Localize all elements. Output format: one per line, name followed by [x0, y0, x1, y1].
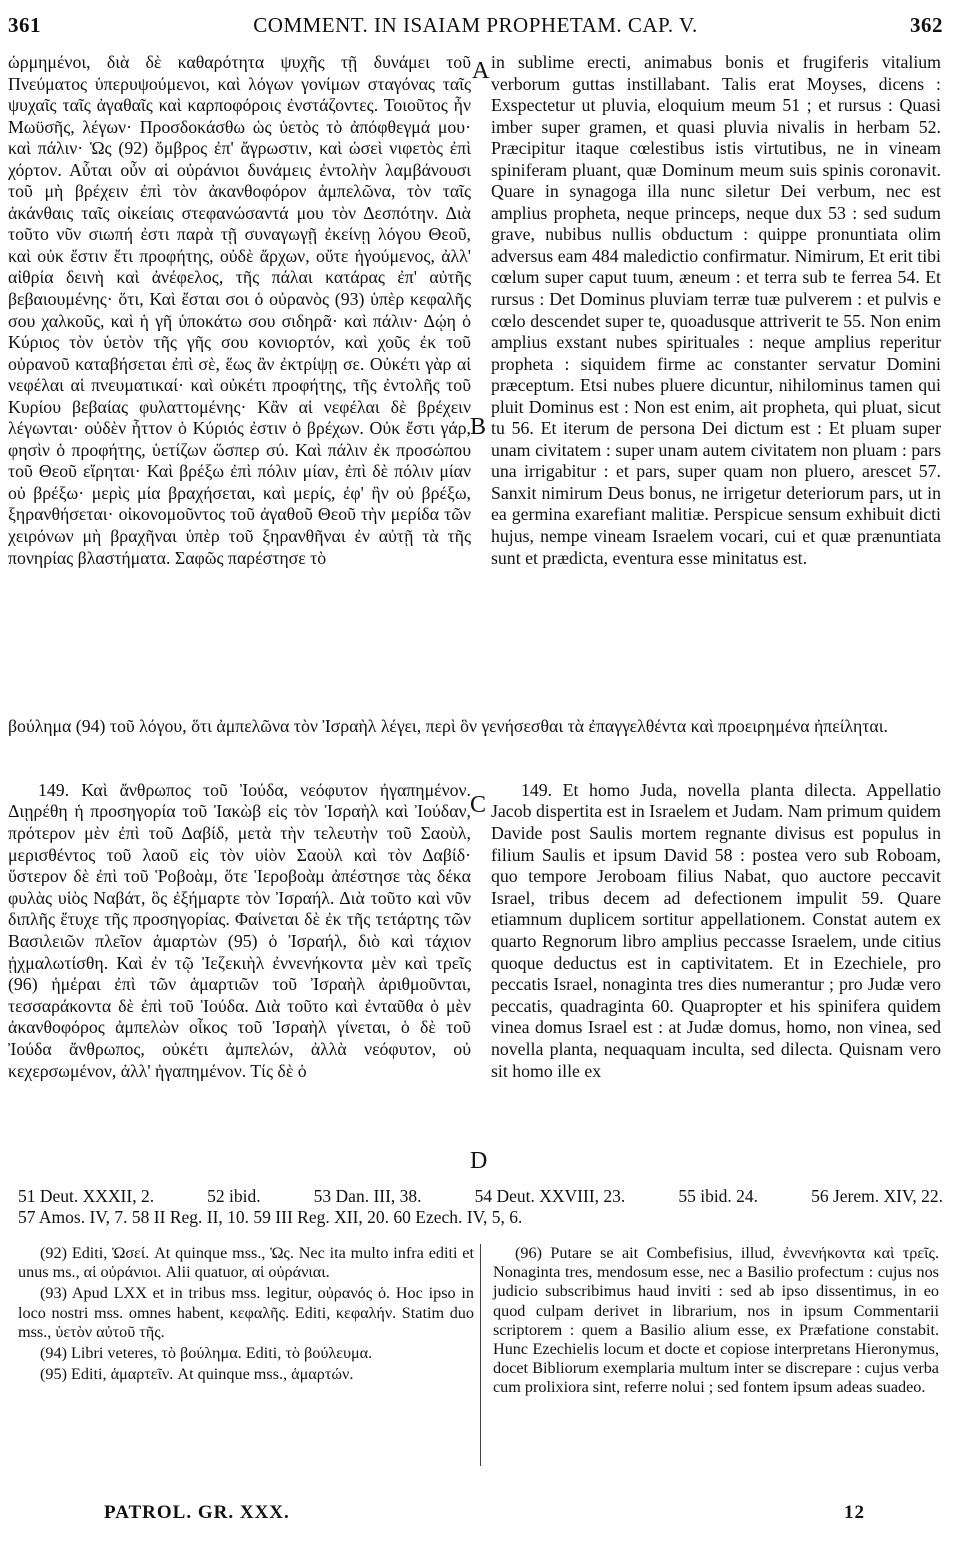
references-row-2: 57 Amos. IV, 7. 58 II Reg. II, 10. 59 III Reg. XII, 20. 60 Ezech. IV, 5, 6. — [18, 1207, 523, 1227]
greek-column-lower — [8, 762, 471, 1100]
gathering-number: 12 — [844, 1502, 865, 1523]
greek-text-section-149: 149. Καὶ ἄνθρωπος τοῦ Ἰούδα, νεόφυτον ἠγαπημένον. Διῃρέθη ἡ προσηγορία τοῦ Ἰακὼβ εἰς τὸν Ἰσραὴλ καὶ Ἰούδαν, πρότερον μὲν ἐπὶ τοῦ Δαβίδ, μετὰ τὴν τελευτὴν τοῦ Σαοὺλ, μερισθέντος τοῦ λαοῦ εἰς τὸν υἱὸν Σαοὺλ καὶ τὸν Δαβίδ· ὕστερον δὲ ἐπὶ τοῦ Ῥοβοὰμ, ὅτε Ἱεροβοὰμ ἀπέστησε τὰς δέκα φυλὰς υἱὸς Ναβάτ, ὃς ἐξήμαρτε τὸν Ἰσραήλ. Διὰ τοῦτο καὶ νῦν διπλῆς ἔτυχε τῆς προσηγορίας. Φαίνεται δὲ ἐκ τῆς τετάρτης τῶν Βασιλειῶν πλεῖον ἁμαρτὼν (95) ὁ Ἰσραήλ, διὸ καὶ τάχιον ᾐχμαλωτίσθη. Καὶ ἐν τῷ Ἰεζεκιὴλ ἐννενήκοντα μὲν καὶ τρεῖς (96) ἡμέραι ἐπὶ τῶν ἁμαρτιῶν τοῦ Ἰσραὴλ ἀριθμοῦνται, τεσσαράκοντα δὲ ἐπὶ τοῦ Ἰούδα. Διὰ τοῦτο καὶ ἐνταῦθα ὁ μὲν ἀκανθοφόρος ἀμπελὼν οἶκος τοῦ Ἰσραὴλ γίνεται, ὁ δὲ τοῦ Ἰούδα ἄνθρωπος, οὐκέτι ἀμπελών, ἀλλὰ νεόφυτον, οὐ κεχερσωμένον, ἀλλ' ἠγαπημένον. Τίς δὲ ὁ — [8, 779, 471, 1081]
footnotes-left — [18, 1244, 474, 1386]
reference-51: 51 Deut. XXXII, 2. — [18, 1186, 155, 1206]
greek-text-upper: ὡρμημένοι, διὰ δὲ καθαρότητα ψυχῆς τῇ δυνάμει τοῦ Πνεύματος ὑπερυψούμενοι, καὶ λόγων γονίμων σταγόνας ταῖς ψυχαῖς ταῖς ἀγαθαῖς καὶ καρποφόροις ἐνστάζοντες. Τοιοῦτος ἦν Μωϋσῆς, λέγων· Προσδοκάσθω ὡς ὑετὸς τὸ ἀπόφθεγμά μου· καὶ πάλιν· Ὡς (92) ὄμβρος ἐπ' ἄγρωστιν, καὶ ὡσεὶ νιφετὸς ἐπὶ χόρτον. Αὗται οὖν αἱ οὐράνιοι δυνάμεις ἐντολὴν λαμβάνουσι τοῦ μὴ βρέχειν ἐπὶ τὸν ἀκανθοφόρον ἀμπελῶνα, τὸν ταῖς ἀκάνθαις ταῖς οἰκείαις στεφανώσαντά μου τὸν Δεσπότην. Διὰ τοῦτο νῦν σιωπή ἐστι παρὰ τῇ συναγωγῇ ἐκείνῃ λόγου Θεοῦ, καὶ οὐκ ἔστιν ἔτι προφήτης, οὐδὲ ἄρχων, οὔτε ἡγούμενος, ἀλλ' αἰθρία δεινὴ καὶ ἀνέφελος, τῆς πάλαι κατάρας ἐπ' αὐτῆς βεβαιουμένης· ὅτι, Καὶ ἔσται σοι ὁ οὐρανὸς (93) ὑπὲρ κεφαλῆς σου χαλκοῦς, καὶ ἡ γῆ ὑποκάτω σου σιδηρᾶ· καὶ πάλιν· Δῴη ὁ Κύριος τὸν ὑετὸν τῆς γῆς σου κονιορτόν, καὶ χοῦς ἐκ τοῦ οὐρανοῦ καταβήσεται ἐπὶ σὲ, ἕως ἂν ἐκτρίψῃ σε. Οὐκέτι γὰρ αἱ νεφέλαι αἱ πνευματικαί· καὶ οὐκέτι προφήτης, τῆς ἐντολῆς τοῦ Κυρίου βεβαίας φυλαττομένης· Κἂν αἱ νεφέλαι δὲ βρέχειν λέγωνται· οὐδὲν ἧττον ὁ Κύριός ἐστιν ὁ βρέχων. Οὐκ ἔστι γάρ, φησὶν ὁ προφήτης, ὑετίζων ὥσπερ σύ. Καὶ πάλιν ἐκ προσώπου τοῦ Θεοῦ εἴρηται· Καὶ βρέξω ἐπὶ πόλιν μίαν, ἐπὶ δὲ πόλιν μίαν οὐ βρέξω· μερὶς μία βραχήσεται, καὶ μερίς, ἐφ' ἣν οὐ βρέξω, ξηρανθήσεται· οἰκονομοῦντος τοῦ ἀγαθοῦ Θεοῦ τὴν μερίδα τῶν χειρόνων μὴ βραχῆναι ὑπὲρ τοῦ ξηρανθῆναι ἐν αὐτῇ τὰ τῆς πονηρίας βλαστήματα. Σαφῶς παρέστησε τὸ — [8, 52, 471, 568]
footnote-92: (92) Editi, Ὡσεί. At quinque mss., Ὡς. Nec ita multo infra editi et unus ms., αἱ οὐράνιοι. Alii quatuor, αἱ οὐράνιαι. — [18, 1244, 474, 1282]
greek-column-upper — [8, 52, 471, 569]
running-header — [8, 10, 943, 40]
reference-55: 55 ibid. 24. — [678, 1186, 759, 1206]
running-title: COMMENT. IN ISAIAM PROPHETAM. CAP. V. — [253, 12, 698, 37]
footnote-95: (95) Editi, ἁμαρτεῖν. At quinque mss., ἁμαρτών. — [40, 1365, 354, 1384]
greek-text-full-width: βούλημα (94) τοῦ λόγου, ὅτι ἀμπελῶνα τὸν Ἰσραὴλ λέγει, περὶ ὃν γενήσεσθαι τὰ ἐπαγγελθέντα καὶ προειρημένα ἠπείληται. — [8, 716, 888, 736]
margin-marker-a: A — [472, 58, 490, 84]
latin-column-lower — [491, 762, 941, 1100]
page-footer — [104, 1500, 865, 1526]
reference-52: 52 ibid. — [207, 1186, 261, 1206]
references-row-1 — [18, 1186, 943, 1207]
footnote-divider — [480, 1244, 481, 1466]
volume-signature: PATROL. GR. XXX. — [104, 1502, 290, 1523]
latin-column-upper — [491, 52, 941, 569]
reference-56: 56 Jerem. XIV, 22. — [811, 1186, 943, 1206]
footnote-93: (93) Apud LXX et in tribus mss. legitur, οὐρανός ὁ. Hoc ipso in loco nostri mss. omnes habent, κεφαλῆς. Editi, κεφαλήν. Statim duo mss., ὑετὸν αὐτοῦ τῆς. — [18, 1284, 474, 1341]
margin-marker-c: C — [470, 792, 487, 818]
latin-text-upper: in sublime erecti, animabus bonis et frugiferis vitalium verborum guttas instillabant. Talis erat Moyses, dicens : Exspectetur ut pluvia, eloquium meum 51 ; et rursus : Quasi imber super gramen, et quasi pluvia nivalis in herbam 52. Præcipitur itaque cœlestibus istis virtutibus, ne in vineam spiniferam pluant, quæ Dominum meum suis spinis coronavit. Quare in synagoga illa nunc siletur Dei verbum, nec est amplius propheta, neque princeps, neque dux 53 : sed sudum grave, nubibus nullis obductum : quippe pronuntiata olim adversus eam 484 maledictio confirmatur. Nimirum, Et erit tibi cœlum super caput tuum, æneum : et terra sub te ferrea 54. Et rursus : Det Dominus pluviam terræ tuæ pulverem : et pulvis e cœlo descendet super te, quoadusque attriverit te 55. Non enim amplius exstant nubes spirituales : neque amplius reperitur propheta : siquidem firme ac constanter servatur Domini præceptum. Etsi nubes pluere dicuntur, nihilominus tamen qui pluit Dominus est : Non est enim, ait propheta, qui pluat, sicut tu 56. Et iterum de persona Dei dictum est : Et pluam super unam civitatem : super unam autem civitatem non pluam : pars una irrigabitur : et pars, super quam non pluero, arescet 57. Sanxit nimirum Deus bonus, ne irrigetur deteriorum pars, ut in ea germina exarefiant malitiæ. Perspicue sensum exhibuit dicti hujus, nempe vineam Israelem vocari, cui et quæ prænuntiata sunt et prædicta, eventura esse minitatus est. — [491, 52, 941, 568]
reference-54: 54 Deut. XXVIII, 23. — [474, 1186, 626, 1206]
margin-marker-b: B — [470, 414, 487, 440]
footnotes-right — [493, 1244, 939, 1400]
footnote-94: (94) Libri veteres, τὸ βούλημα. Editi, τὸ βούλευμα. — [40, 1344, 373, 1363]
page-number-left: 361 — [8, 12, 41, 37]
footnote-96: (96) Putare se ait Combefisius, illud, ἐννενήκοντα καὶ τρεῖς. Nonaginta tres, mendosum esse, nec a Basilio profectum : cujus nos judicio subscribimus haud inviti : sed ab ipso dissentimus, in eo quod culpam derivet in librarium, nos in ipsum Commentarii scriptorem : quem a Basilio alium esse, ex Præfatione constabit. Hunc Ezechielis locum et docte et copiose interpretans Hieronymus, docet Bibliorum exemplaria multum inter se discrepare : cujus verba cum prolixiora sint, referre nolui ; sed fontem ipsum adeas suadeo. — [493, 1244, 939, 1397]
margin-marker-d: D — [470, 1148, 488, 1174]
latin-text-section-149: 149. Et homo Juda, novella planta dilecta. Appellatio Jacob dispertita est in Israelem et Judam. Nam primum quidem Davide post Saulis mortem regnante divisus est populus in filium Saulis et ipsum David 58 : postea vero sub Roboam, quo tempore Jeroboam filius Nabat, quo auctore peccavit Israel, tribus decem ad defectionem impulit 59. Quare etiamnum duplicem sortitur appellationem. Constat autem ex quarto Regnorum libro amplius peccasse Israelem, unde citius quoque deductus est in captivitatem. Et in Ezechiele, pro peccatis Israel, nonaginta tres dies numerantur ; pro Judæ vero peccatis, quadraginta 60. Quapropter et his spinifera quidem vinea domus Israel est : at Judæ domus, homo, non vinea, sed novella planta, nequaquam inculta, sed dilecta. Quisnam vero sit homo ille ex — [491, 779, 941, 1081]
page-number-right: 362 — [910, 12, 943, 37]
reference-53: 53 Dan. III, 38. — [313, 1186, 422, 1206]
scripture-references — [18, 1186, 943, 1228]
